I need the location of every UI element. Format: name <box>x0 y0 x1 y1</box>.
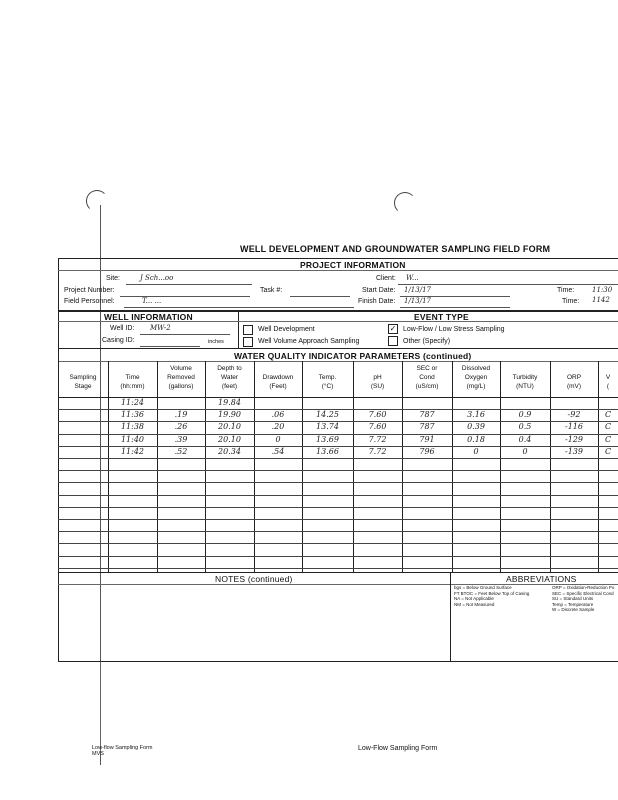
time-value: 11:30 <box>592 286 613 294</box>
client-value: W... <box>406 274 419 282</box>
wq-cell-r3-c1: 11:40 <box>120 435 145 444</box>
wq-cell-r4-c10: -139 <box>565 447 583 456</box>
site-label: Site: <box>106 275 121 282</box>
wq-cell-r1-c7: 787 <box>419 410 435 419</box>
wq-cell-r2-c4: .20 <box>271 422 285 431</box>
wq-header-6-l3: (SU) <box>370 383 385 390</box>
footer-center: Low-Flow Sampling Form <box>358 745 438 752</box>
wq-header-5-l3: (°C) <box>321 383 334 390</box>
wq-cell-r3-c7: 791 <box>419 435 435 444</box>
wq-header-3-l2: Water <box>220 374 239 381</box>
wq-cell-r1-c5: 14.25 <box>316 410 339 419</box>
wq-header-4-l3: (Feet) <box>269 383 287 390</box>
punch-hole-right <box>394 192 416 214</box>
wq-header-7-l1: SEC or <box>416 365 438 372</box>
wq-cell-r1-c1: 11:36 <box>120 410 145 419</box>
project-number-label: Project Number: <box>64 287 115 294</box>
wq-cell-r0-c1: 11:24 <box>120 398 145 407</box>
wq-cell-r2-c9: 0.5 <box>518 422 532 431</box>
wq-header-2-l1: Volume <box>170 365 192 372</box>
wq-header-6-l2: pH <box>373 374 382 381</box>
event-well-development-label: Well Development <box>258 326 315 333</box>
wq-cell-r3-c3: 20.10 <box>218 435 241 444</box>
notes-heading: NOTES (continued) <box>215 574 293 584</box>
wq-cell-r4-c6: 7.72 <box>368 447 387 456</box>
wq-header-2-l2: Removed <box>167 374 195 381</box>
wq-header-3-l1: Depth to <box>217 365 242 372</box>
field-personnel-value: T... ... <box>142 297 162 305</box>
wq-header-0-l3: Stage <box>74 383 92 390</box>
wq-cell-r4-c9: 0 <box>522 447 528 456</box>
wq-cell-r4-c7: 796 <box>419 447 435 456</box>
event-low-flow-label: Low-Flow / Low Stress Sampling <box>403 326 505 333</box>
start-date-label: Start Date: <box>362 287 396 294</box>
wq-cell-r1-c2: .19 <box>174 410 188 419</box>
wq-cell-r2-c3: 20.10 <box>218 422 241 431</box>
wq-cell-r2-c5: 13.74 <box>316 422 339 431</box>
wq-cell-r3-c8: 0.18 <box>467 435 485 444</box>
wq-cell-r2-c11: C <box>604 422 612 431</box>
start-date-value: 1/13/17 <box>404 286 431 294</box>
wq-header-10-l2: ORP <box>566 374 582 381</box>
abbreviations-heading: ABBREVIATIONS <box>506 574 577 584</box>
project-info-heading: PROJECT INFORMATION <box>300 260 406 270</box>
wq-header-0-l2: Sampling <box>69 374 97 381</box>
wq-cell-r4-c2: .52 <box>174 447 188 456</box>
wq-heading: WATER QUALITY INDICATOR PARAMETERS (continued) <box>234 351 472 361</box>
wq-cell-r1-c9: 0.9 <box>518 410 532 419</box>
wq-header-7-l3: (uS/cm) <box>415 383 439 390</box>
wq-cell-r1-c11: C <box>604 410 612 419</box>
event-other-checkbox[interactable] <box>388 336 398 346</box>
wq-header-1-l2: Time <box>125 374 140 381</box>
wq-cell-r4-c3: 20.34 <box>218 447 241 456</box>
wq-header-2-l3: (gallons) <box>168 383 194 390</box>
wq-header-11-l3: ( <box>606 383 610 390</box>
wq-cell-r0-c3: 19.84 <box>218 398 241 407</box>
wq-cell-r4-c1: 11:42 <box>120 447 145 456</box>
wq-cell-r4-c4: .54 <box>271 447 285 456</box>
wq-header-3-l3: (feet) <box>221 383 238 390</box>
site-value: J Sch...oo <box>140 274 174 282</box>
wq-header-1-l3: (hh:mm) <box>120 383 145 390</box>
wq-header-11-l2: V <box>605 374 611 381</box>
wq-cell-r4-c8: 0 <box>473 447 479 456</box>
wq-cell-r4-c5: 13.66 <box>316 447 339 456</box>
client-label: Client: <box>376 275 396 282</box>
wq-header-9-l3: (NTU) <box>516 383 534 390</box>
well-id-value: MW-2 <box>150 324 171 332</box>
wq-cell-r1-c8: 3.16 <box>467 410 485 419</box>
task-label: Task #: <box>260 287 283 294</box>
wq-header-8-l2: Oxygen <box>464 374 488 381</box>
event-well-volume-label: Well Volume Approach Sampling <box>258 338 360 345</box>
event-well-development-checkbox[interactable] <box>243 325 253 335</box>
time-label: Time: <box>557 287 575 294</box>
casing-id-label: Casing ID: <box>102 337 135 344</box>
finish-time-label: Time: <box>562 298 580 305</box>
wq-cell-r1-c6: 7.60 <box>368 410 387 419</box>
event-well-volume-checkbox[interactable] <box>243 337 253 347</box>
wq-header-10-l3: (mV) <box>566 383 582 390</box>
wq-header-5-l2: Temp. <box>318 374 337 381</box>
wq-cell-r1-c10: -92 <box>567 410 581 419</box>
punch-hole-left <box>86 190 108 212</box>
wq-cell-r1-c4: .06 <box>271 410 285 419</box>
form-title: WELL DEVELOPMENT AND GROUNDWATER SAMPLING FIELD FORM <box>240 244 551 254</box>
wq-cell-r2-c2: .26 <box>174 422 188 431</box>
finish-time-value: 1142 <box>592 296 610 304</box>
event-type-heading: EVENT TYPE <box>414 312 469 322</box>
field-personnel-label: Field Personnel: <box>64 298 115 305</box>
wq-cell-r3-c4: 0 <box>275 435 281 444</box>
event-low-flow-checkbox[interactable]: ✓ <box>389 324 397 333</box>
abbreviations-right: ORP = Oxidation-Reduction Po SEC = Specific Electrical Cond SU = Standard Units Temp = Temperature W = Discrete Sample <box>552 585 615 612</box>
wq-cell-r2-c6: 7.60 <box>368 422 387 431</box>
well-info-heading: WELL INFORMATION <box>104 312 193 322</box>
casing-unit: inches <box>208 339 224 345</box>
footer-left-2: MVS <box>92 751 104 757</box>
wq-cell-r3-c10: -129 <box>565 435 583 444</box>
well-id-label: Well ID: <box>110 325 135 332</box>
wq-cell-r3-c9: 0.4 <box>518 435 532 444</box>
wq-cell-r2-c10: -116 <box>565 422 583 431</box>
wq-header-4-l2: Drawdown <box>262 374 294 381</box>
abbreviations-left: bgs = Below Ground Surface FT BTOC = Feet Below Top of Casing NA = Not Applicable NM = Not Measured <box>454 585 530 607</box>
wq-cell-r3-c2: .39 <box>174 435 188 444</box>
wq-header-8-l1: Dissolved <box>461 365 491 372</box>
wq-cell-r1-c3: 19.90 <box>218 410 241 419</box>
wq-cell-r2-c1: 11:38 <box>120 422 145 431</box>
finish-date-label: Finish Date: <box>358 298 396 305</box>
finish-date-value: 1/13/17 <box>404 297 431 305</box>
wq-cell-r3-c5: 13.69 <box>316 435 339 444</box>
wq-cell-r3-c11: C <box>604 435 612 444</box>
wq-cell-r2-c7: 787 <box>419 422 435 431</box>
wq-header-7-l2: Cond <box>419 374 435 381</box>
wq-cell-r3-c6: 7.72 <box>368 435 387 444</box>
wq-header-9-l2: Turbidity <box>512 374 538 381</box>
wq-header-8-l3: (mg/L) <box>466 383 486 390</box>
footer-left-1: Low-flow Sampling Form <box>92 745 153 751</box>
wq-cell-r4-c11: C <box>604 447 612 456</box>
wq-cell-r2-c8: 0.39 <box>467 422 485 431</box>
event-other-label: Other (Specify) <box>403 338 451 345</box>
